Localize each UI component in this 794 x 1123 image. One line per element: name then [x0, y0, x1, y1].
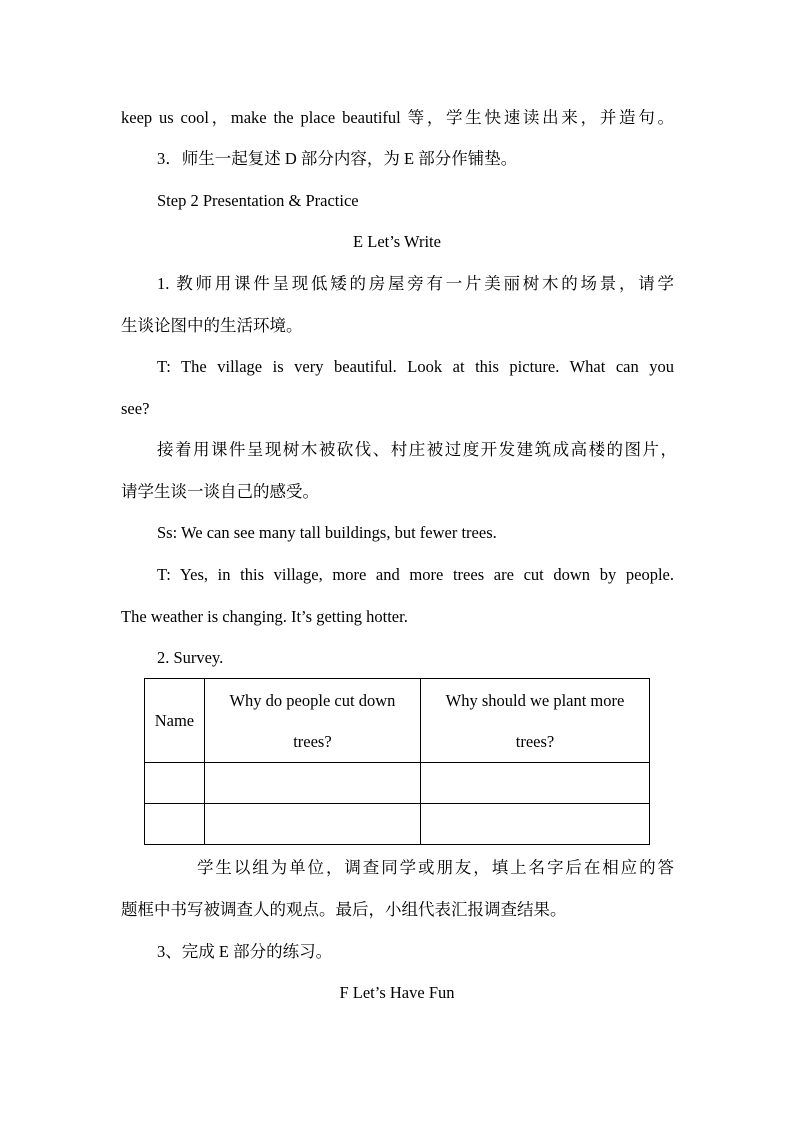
paragraph-line: 1. 教师用课件呈现低矮的房屋旁有一片美丽树木的场景，请学 — [157, 274, 674, 293]
table-cell — [145, 763, 205, 804]
paragraph-line: 学生以组为单位，调查同学或朋友，填上名字后在相应的答 — [197, 858, 674, 877]
table-cell — [204, 763, 420, 804]
column-header-why-cut-down: Why do people cut down trees? — [204, 679, 420, 763]
step-3-review: 3．师生一起复述 D 部分内容，为 E 部分作铺垫。 — [157, 149, 518, 168]
section-heading-f: F Let’s Have Fun — [339, 983, 455, 1002]
paragraph-line: 请学生谈一谈自己的感受。 — [121, 482, 319, 501]
column-header-name: Name — [145, 679, 205, 763]
survey-heading: 2. Survey. — [157, 648, 224, 667]
table-header-row — [145, 679, 650, 763]
dialogue-line: The weather is changing. It’s getting hotter. — [121, 607, 408, 626]
table-row — [145, 804, 650, 845]
dialogue-line: T: The village is very beautiful. Look at this picture. What can you — [157, 357, 674, 376]
step-heading: Step 2 Presentation & Practice — [157, 191, 359, 210]
table-cell — [420, 804, 649, 845]
paragraph-line: 生谈论图中的生活环境。 — [121, 316, 303, 335]
column-header-why-plant: Why should we plant more trees? — [420, 679, 649, 763]
step-3-exercise: 3、完成 E 部分的练习。 — [157, 942, 333, 961]
table-row — [145, 763, 650, 804]
survey-table — [144, 678, 650, 845]
table-cell — [420, 763, 649, 804]
paragraph-line: 题框中书写被调查人的观点。最后，小组代表汇报调查结果。 — [121, 900, 567, 919]
dialogue-line: Ss: We can see many tall buildings, but fewer trees. — [157, 523, 497, 542]
dialogue-line: T: Yes, in this village, more and more trees are cut down by people. — [157, 565, 674, 584]
paragraph-line: 接着用课件呈现树木被砍伐、村庄被过度开发建筑成高楼的图片， — [157, 440, 677, 459]
table-cell — [204, 804, 420, 845]
section-heading-e: E Let’s Write — [353, 232, 441, 251]
paragraph-line: keep us cool，make the place beautiful 等，学生快速读出来，并造句。 — [121, 108, 674, 127]
table-cell — [145, 804, 205, 845]
dialogue-line: see? — [121, 399, 150, 418]
